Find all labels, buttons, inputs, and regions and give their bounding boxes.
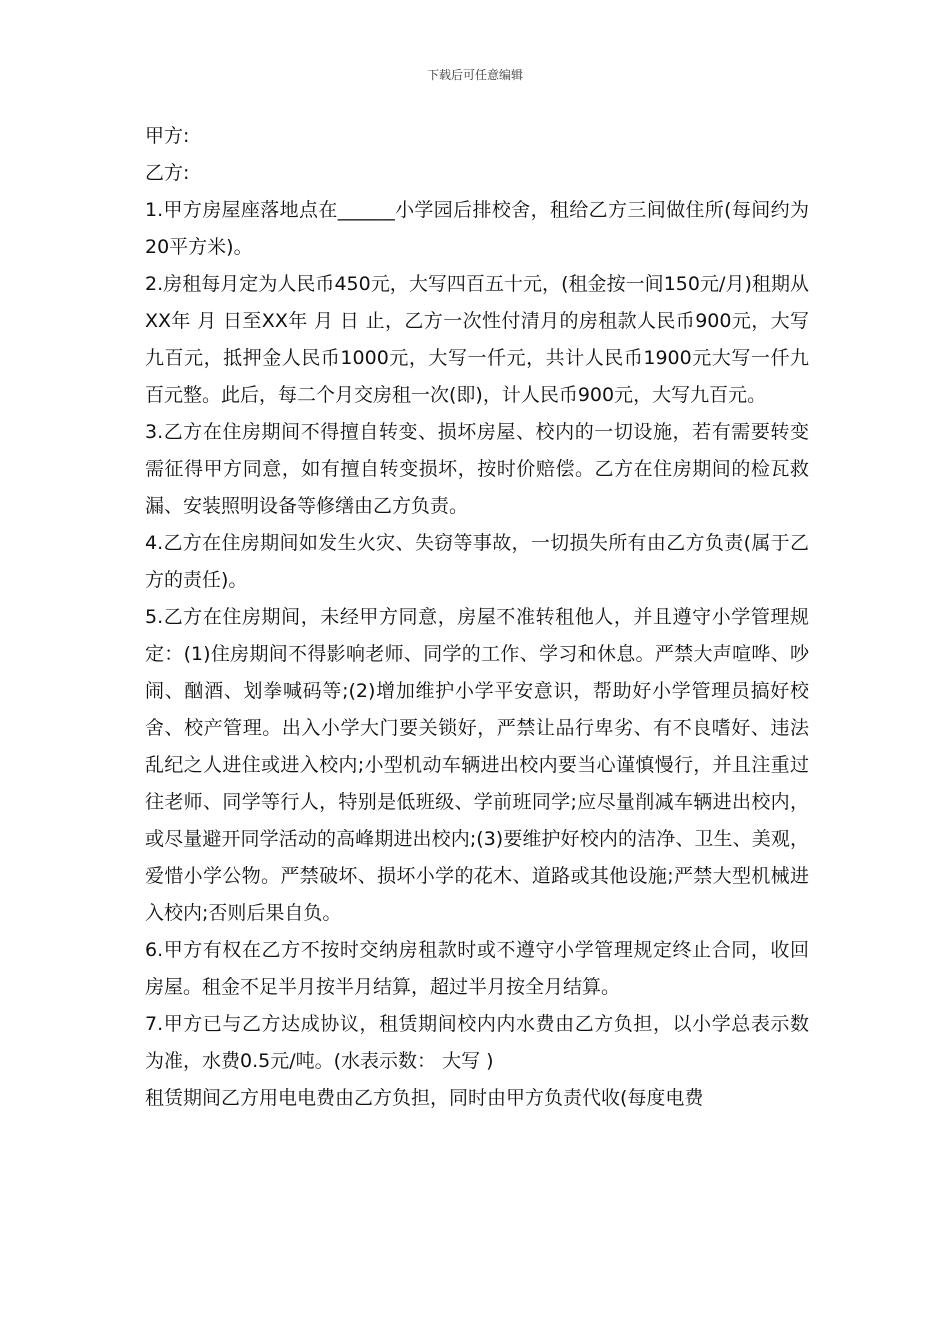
party-b-line: 乙方:: [145, 162, 190, 184]
contract-body: [145, 118, 809, 1117]
clause-6: 6.甲方有权在乙方不按时交纳房租款时或不遵守小学管理规定终止合同，收回房屋。租金不足半月按半月结算，超过半月按全月结算。: [145, 939, 809, 998]
clause-1: 1.甲方房屋座落地点在______小学园后排校舍，租给乙方三间做住所(每间约为20平方米)。: [145, 199, 809, 258]
electricity-clause: 租赁期间乙方用电电费由乙方负担，同时由甲方负责代收(每度电费: [145, 1087, 704, 1109]
clause-4: 4.乙方在住房期间如发生火灾、失窃等事故，一切损失所有由乙方负责(属于乙方的责任)。: [145, 532, 809, 591]
clause-7: 7.甲方已与乙方达成协议，租赁期间校内内水费由乙方负担，以小学总表示数为准，水费0.5元/吨。(水表示数： 大写 ): [145, 1013, 809, 1072]
clause-5: 5.乙方在住房期间，未经甲方同意，房屋不准转租他人，并且遵守小学管理规定：(1)住房期间不得影响老师、同学的工作、学习和休息。严禁大声喧哗、吵闹、酗酒、划拳喊码等;(2)增加维护小学平安意识，帮助好小学管理员搞好校舍、校产管理。出入小学大门要关锁好，严禁让品行卑劣、有不良嗜好、违法乱纪之人进住或进入校内;小型机动车辆进出校内要当心谨慎慢行，并且注重过往老师、同学等行人，特别是低班级、学前班同学;应尽量削减车辆进出校内，或尽量避开同学活动的高峰期进出校内;(3)要维护好校内的洁净、卫生、美观，爱惜小学公物。严禁破坏、损坏小学的花木、道路或其他设施;严禁大型机械进入校内;否则后果自负。: [145, 606, 809, 924]
party-a-line: 甲方:: [145, 125, 190, 147]
clause-2: 2.房租每月定为人民币450元，大写四百五十元，(租金按一间150元/月)租期从XX年 月 日至XX年 月 日 止，乙方一次性付清月的房租款人民币900元，大写九百元，抵押金人民币1000元，大写一仟元，共计人民币1900元大写一仟九百元整。此后，每二个月交房租一次(即)，计人民币900元，大写九百元。: [145, 273, 809, 406]
page-header-note: 下载后可任意编辑: [426, 68, 523, 82]
clause-3: 3.乙方在住房期间不得擅自转变、损坏房屋、校内的一切设施，若有需要转变需征得甲方同意，如有擅自转变损坏，按时价赔偿。乙方在住房期间的检瓦救漏、安装照明设备等修缮由乙方负责。: [145, 421, 809, 517]
